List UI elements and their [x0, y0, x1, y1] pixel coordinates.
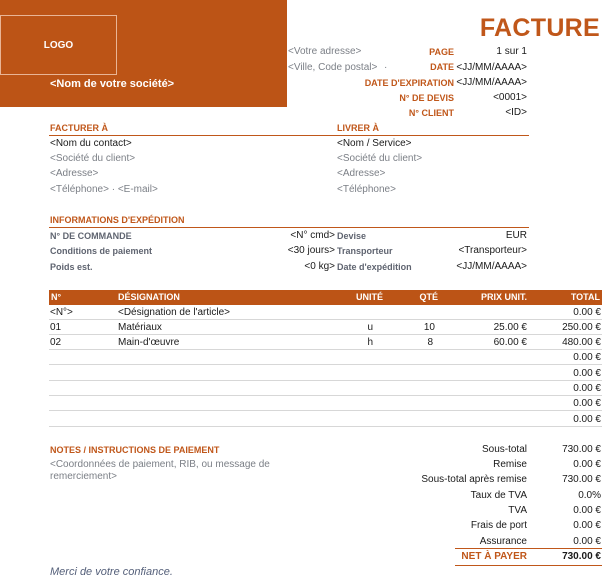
row-designation: Matériaux: [118, 322, 162, 333]
meta-value-quote-no: <0001>: [493, 92, 527, 103]
insurance-value: 0.00 €: [573, 536, 601, 547]
row-unit: h: [367, 337, 373, 348]
table-row: [49, 335, 602, 350]
row-designation: Main-d'œuvre: [118, 337, 180, 348]
ship-to-company: <Société du client>: [337, 153, 423, 164]
meta-value-date: <JJ/MM/AAAA>: [456, 62, 527, 73]
table-row: [49, 412, 602, 427]
discount-value: 0.00 €: [573, 459, 601, 470]
table-row: [49, 350, 602, 365]
company-city: <Ville, Code postal>: [288, 62, 378, 73]
vat-value: 0.00 €: [573, 505, 601, 516]
total-row-vat: [380, 505, 602, 520]
row-no: <N°>: [50, 307, 73, 318]
col-header-unit: UNITÉ: [356, 292, 383, 302]
table-row: [49, 381, 602, 396]
subtotal-after-discount-value: 730.00 €: [562, 474, 601, 485]
meta-label-date: DATE: [430, 62, 454, 72]
payment-terms-value: <30 jours>: [287, 245, 335, 256]
row-divider: [49, 364, 602, 365]
currency-value: EUR: [505, 230, 527, 241]
row-total: 250.00 €: [562, 322, 601, 333]
meta-label-page: PAGE: [429, 47, 454, 57]
ship-date-label: Date d'expédition: [337, 262, 412, 272]
row-no: 02: [50, 337, 62, 348]
row-divider: [49, 410, 602, 411]
row-no: 01: [50, 322, 62, 333]
row-total: 480.00 €: [562, 337, 601, 348]
col-header-price: PRIX UNIT.: [480, 292, 527, 302]
col-header-no: N°: [51, 292, 62, 302]
total-row-net: [380, 551, 602, 566]
company-address: <Votre adresse>: [288, 46, 362, 57]
table-row: [49, 396, 602, 411]
meta-label-expiry: DATE D'EXPIRATION: [364, 78, 454, 88]
meta-value-client-no: <ID>: [505, 107, 527, 118]
shipping-fee-label: Frais de port: [470, 520, 527, 531]
header-banner: [0, 0, 287, 107]
ship-to-heading: LIVRER À: [337, 123, 380, 133]
row-price: 60.00 €: [493, 337, 527, 348]
row-total: 0.00 €: [573, 398, 601, 409]
subtotal-label: Sous-total: [481, 444, 527, 455]
subtotal-after-discount-label: Sous-total après remise: [421, 474, 527, 485]
row-qty: 8: [427, 337, 433, 348]
notes-line-2: remerciement>: [50, 471, 117, 482]
subtotal-value: 730.00 €: [562, 444, 601, 455]
discount-label: Remise: [493, 459, 527, 470]
address-separator: ·: [384, 62, 388, 73]
row-designation: <Désignation de l'article>: [118, 307, 230, 318]
total-row-shipping: [380, 520, 602, 535]
insurance-label: Assurance: [479, 536, 527, 547]
ship-to-address: <Adresse>: [337, 168, 386, 179]
ship-date-value: <JJ/MM/AAAA>: [456, 261, 527, 272]
notes-line-1: <Coordonnées de paiement, RIB, ou message de: [50, 459, 270, 470]
total-row-discount: [380, 459, 602, 474]
currency-label: Devise: [337, 231, 367, 241]
table-row: [49, 366, 602, 381]
row-total: 0.00 €: [573, 383, 601, 394]
row-unit: u: [367, 322, 373, 333]
col-header-total: TOTAL: [570, 292, 600, 302]
total-row-subtotal-after-discount: [380, 474, 602, 489]
row-total: 0.00 €: [573, 307, 601, 318]
order-no-label: N° DE COMMANDE: [50, 231, 132, 241]
total-row-subtotal: [380, 444, 602, 459]
shipping-heading: INFORMATIONS D'EXPÉDITION: [50, 215, 185, 225]
bill-to-company: <Société du client>: [50, 153, 136, 164]
shipping-divider: [49, 227, 529, 228]
net-value: 730.00 €: [562, 551, 601, 562]
bill-to-phone-email: <Téléphone> · <E-mail>: [50, 184, 158, 195]
meta-label-quote-no: N° DE DEVIS: [399, 93, 454, 103]
table-row: [49, 305, 602, 320]
payment-terms-label: Conditions de paiement: [50, 246, 153, 256]
row-qty: 10: [423, 322, 435, 333]
weight-value: <0 kg>: [304, 261, 335, 272]
row-price: 25.00 €: [493, 322, 527, 333]
col-header-designation: DÉSIGNATION: [118, 292, 180, 302]
meta-value-expiry: <JJ/MM/AAAA>: [456, 77, 527, 88]
logo-text: LOGO: [43, 39, 74, 51]
vat-rate-value: 0.0%: [578, 490, 601, 501]
row-total: 0.00 €: [573, 414, 601, 425]
invoice-title: FACTURE: [479, 14, 600, 42]
company-name: <Nom de votre société>: [50, 78, 175, 90]
net-divider-bottom: [455, 565, 602, 566]
order-no-value: <N° cmd>: [290, 230, 335, 241]
ship-to-contact: <Nom / Service>: [337, 138, 412, 149]
vat-label: TVA: [508, 505, 527, 516]
net-divider-top: [455, 548, 602, 549]
meta-value-page: 1 sur 1: [496, 46, 527, 57]
net-label: NET À PAYER: [461, 551, 527, 562]
carrier-label: Transporteur: [337, 246, 393, 256]
row-total: 0.00 €: [573, 352, 601, 363]
vat-rate-label: Taux de TVA: [470, 490, 527, 501]
row-total: 0.00 €: [573, 368, 601, 379]
bill-to-address: <Adresse>: [50, 168, 99, 179]
meta-label-client-no: N° CLIENT: [408, 108, 454, 118]
shipping-fee-value: 0.00 €: [573, 520, 601, 531]
bill-to-contact: <Nom du contact>: [50, 138, 132, 149]
notes-heading: NOTES / INSTRUCTIONS DE PAIEMENT: [50, 445, 220, 455]
table-row: [49, 320, 602, 335]
total-row-vat-rate: [380, 490, 602, 505]
carrier-value: <Transporteur>: [458, 245, 527, 256]
address-divider: [49, 135, 529, 136]
col-header-qty: QTÉ: [419, 292, 438, 302]
bill-to-heading: FACTURER À: [50, 123, 108, 133]
ship-to-phone: <Téléphone>: [337, 184, 396, 195]
logo-placeholder: [0, 15, 117, 75]
items-table-header: [49, 290, 602, 305]
weight-label: Poids est.: [50, 262, 93, 272]
thank-you-message: Merci de votre confiance.: [50, 566, 173, 577]
row-divider: [49, 426, 602, 427]
